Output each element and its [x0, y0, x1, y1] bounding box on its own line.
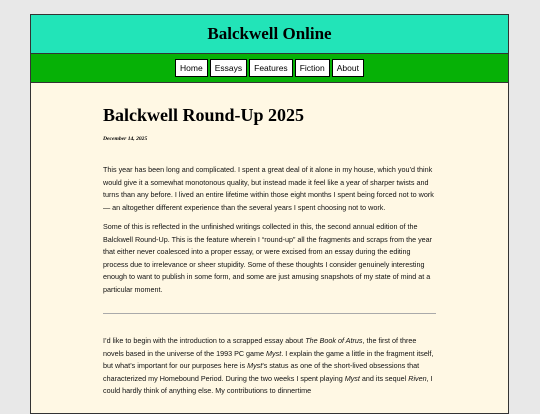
main-nav: [31, 54, 508, 83]
text-run: , the first of three novels based in the universe of the 1993 PC game: [103, 336, 417, 358]
text-run: and its sequel: [359, 373, 409, 383]
post-paragraph-3: [103, 335, 436, 398]
text-run: I’d like to begin with the introduction to a scrapped essay about: [103, 336, 306, 345]
nav-about[interactable]: About: [332, 59, 364, 77]
nav-essays[interactable]: Essays: [210, 59, 247, 77]
site-header: [31, 15, 508, 54]
game-title: Myst: [247, 361, 263, 370]
site-title[interactable]: Balckwell Online: [207, 24, 332, 43]
post-paragraph-1: This year has been long and complicated. I spent a great deal of it alone in my house, which you’d think would give it a somewhat monotonous quality, but instead made it feel like a year of sharper twists and turns than any before. I lived an entire lifetime within those eight months I spent being forced not to work — an altogether different experience than the several years I spent choosing not to work.: [103, 165, 434, 212]
section-divider: [103, 313, 436, 314]
text-run: . I explain the game a little in the fragment itself, but what’s important for our purposes here is: [103, 348, 434, 370]
post-paragraph-2: Some of this is reflected in the unfinished writings collected in this, the second annual edition of the Balckwell Round-Up. This is the feature wherein I “round-up” all the fragments and scraps from the year that either never coalesced into a proper essay, or were excised from an essay during the editing process due to irrelevance or sheer stupidity. Some of these thoughts I consider genuinely interesting enough to want to publish in some form, and some are just amusing snapshots of my state of mind at a particular moment.: [103, 222, 433, 294]
nav-features[interactable]: Features: [249, 59, 293, 77]
post-date: December 14, 2025: [103, 136, 148, 142]
nav-fiction[interactable]: Fiction: [295, 59, 330, 77]
book-title: The Book of Atrus: [305, 336, 363, 345]
text-run: , I could hardly think of anything else. My contributions to dinnertime: [103, 373, 433, 395]
nav-home[interactable]: Home: [175, 59, 208, 77]
text-run: ’s status as one of the short-lived obsessions that characterized my Homebound Period. During the two weeks I spent playing: [103, 361, 420, 383]
post-title: Balckwell Round-Up 2025: [103, 105, 305, 125]
post-content: [31, 104, 508, 398]
page-frame: [30, 14, 509, 414]
game-title: Myst: [344, 373, 360, 383]
game-title: Myst: [266, 348, 282, 358]
game-title: Riven: [408, 373, 427, 383]
